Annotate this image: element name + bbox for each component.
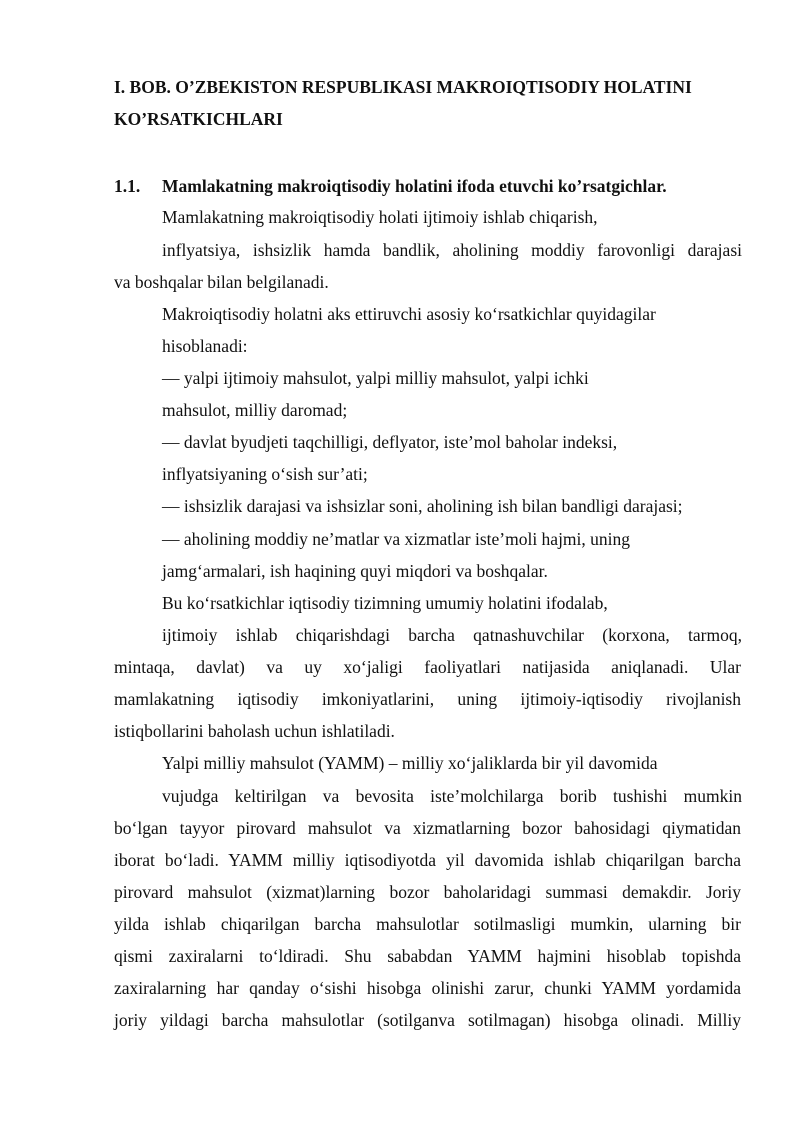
body-line: istiqbollarini baholash uchun ishlatiladi. bbox=[114, 721, 395, 741]
list-item-continuation: inflyatsiyaning o‘sish sur’ati; bbox=[162, 464, 368, 484]
body-line: Bu ko‘rsatkichlar iqtisodiy tizimning umumiy holatini ifodalab, bbox=[162, 593, 608, 613]
chapter-title-line-1: I. BOB. O’ZBEKISTON RESPUBLIKASI MAKROIQTISODIY HOLATINI bbox=[114, 77, 692, 97]
list-item-continuation: mahsulot, milliy daromad; bbox=[162, 400, 348, 420]
body-line: vujudga keltirilgan va bevosita iste’molchilarga borib tushishi mumkin bbox=[162, 786, 742, 806]
body-line: hisoblanadi: bbox=[162, 336, 248, 356]
body-line: inflyatsiya, ishsizlik hamda bandlik, aholining moddiy farovonligi darajasi bbox=[162, 240, 742, 260]
list-item: — ishsizlik darajasi va ishsizlar soni, aholining ish bilan bandligi darajasi; bbox=[162, 496, 683, 516]
body-line: Makroiqtisodiy holatni aks ettiruvchi asosiy ko‘rsatkichlar quyidagilar bbox=[162, 304, 656, 324]
section-title: Mamlakatning makroiqtisodiy holatini ifoda etuvchi ko’rsatgichlar. bbox=[162, 176, 667, 196]
body-line: va boshqalar bilan belgilanadi. bbox=[114, 272, 329, 292]
body-line: ijtimoiy ishlab chiqarishdagi barcha qatnashuvchilar (korxona, tarmoq, bbox=[162, 625, 742, 645]
section-number: 1.1. bbox=[114, 176, 141, 196]
list-item: — davlat byudjeti taqchilligi, deflyator, iste’mol baholar indeksi, bbox=[162, 432, 618, 452]
body-line: zaxiralarning har qanday o‘sishi hisobga olinishi zarur, chunki YAMM yordamida bbox=[114, 978, 741, 998]
body-line: mamlakatning iqtisodiy imkoniyatlarini, uning ijtimoiy-iqtisodiy rivojlanish bbox=[114, 689, 741, 709]
list-item: — aholining moddiy ne’matlar va xizmatlar iste’moli hajmi, uning bbox=[162, 529, 631, 549]
body-line: qismi zaxiralarni to‘ldiradi. Shu sababdan YAMM hajmini hisoblab topishda bbox=[114, 946, 741, 966]
body-line: pirovard mahsulot (xizmat)larning bozor baholaridagi summasi demakdir. Joriy bbox=[114, 882, 741, 902]
body-line: bo‘lgan tayyor pirovard mahsulot va xizmatlarning bozor bahosidagi qiymatidan bbox=[114, 818, 741, 838]
chapter-title-line-2: KO’RSATKICHLARI bbox=[114, 109, 283, 129]
body-line: mintaqa, davlat) va uy xo‘jaligi faoliyatlari natijasida aniqlanadi. Ular bbox=[114, 657, 741, 677]
list-item-continuation: jamg‘armalari, ish haqining quyi miqdori va boshqalar. bbox=[162, 561, 548, 581]
body-line: iborat bo‘ladi. YAMM milliy iqtisodiyotda yil davomida ishlab chiqarilgan barcha bbox=[114, 850, 741, 870]
body-line: yilda ishlab chiqarilgan barcha mahsulotlar sotilmasligi mumkin, ularning bir bbox=[114, 914, 741, 934]
body-line: Yalpi milliy mahsulot (YAMM) – milliy xo‘jaliklarda bir yil davomida bbox=[162, 753, 658, 773]
list-item: — yalpi ijtimoiy mahsulot, yalpi milliy mahsulot, yalpi ichki bbox=[162, 368, 589, 388]
body-line: joriy yildagi barcha mahsulotlar (sotilganva sotilmagan) hisobga olinadi. Milliy bbox=[114, 1010, 741, 1030]
body-line: Mamlakatning makroiqtisodiy holati ijtimoiy ishlab chiqarish, bbox=[162, 207, 598, 227]
